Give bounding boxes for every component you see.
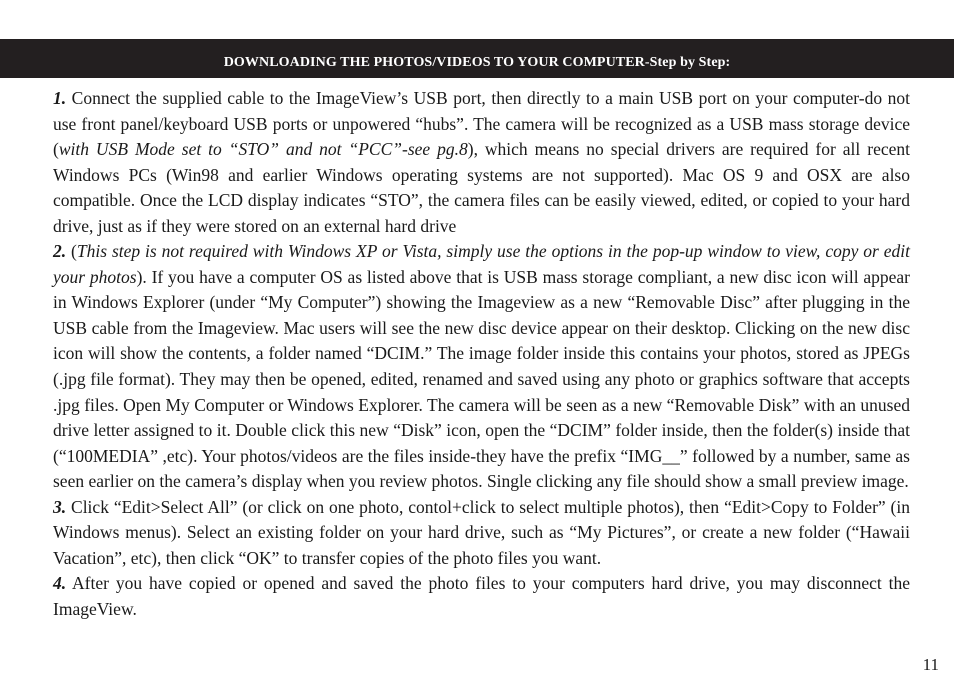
step-text: Click “Edit>Select All” (or click on one photo, contol+click to select multiple photos), then “Edit>Copy to Folder” (in Windows menus). Select an existing folder on your hard drive, such as “My Pictures”, or create a new folder (“Hawaii Vacation”, etc), then click “OK” to transfer copies of the photo files you want. xyxy=(53,496,910,568)
step-text: After you have copied or opened and saved the photo files to your computers hard drive, you may disconnect the ImageView. xyxy=(53,573,910,619)
step-number: 3. xyxy=(53,496,67,517)
step-note: with USB Mode set to “STO” and not “PCC”-see pg.8 xyxy=(58,139,468,160)
step-text: ( xyxy=(66,241,77,262)
step-3 xyxy=(53,495,910,572)
step-number: 1. xyxy=(53,88,67,108)
step-2 xyxy=(53,239,910,494)
step-1 xyxy=(53,86,910,239)
section-header-bar xyxy=(0,39,954,78)
step-note: This step is not required with Windows XP or Vista, simply use the options in the pop-up window to view, copy or edit your photos xyxy=(53,241,910,287)
step-number: 4. xyxy=(53,573,67,594)
page-number: 11 xyxy=(922,655,939,674)
step-text: ). If you have a computer OS as listed above that is USB mass storage compliant, a new disc icon will appear in Windows Explorer (under “My Computer”) showing the Imageview as a new “Removable Disc” after plugging in the USB cable from the Imageview. Mac users will see the new disc device appear on their desktop. Clicking on the new disc icon will show the contents, a folder named “DCIM.” The image folder inside this contains your photos, stored as JPEGs (.jpg file format). They may then be opened, edited, renamed and saved using any photo or graphics software that accepts .jpg files. Open My Computer or Windows Explorer. The camera will be seen as a new “Removable Disk” with an unused drive letter assigned to it. Double click this new “Disk” icon, open the “DCIM” folder inside, then the folder(s) inside that (“100MEDIA” ,etc). Your photos/videos are the files inside-they have the prefix “IMG__” followed by a number, same as seen earlier on the camera’s display when you review photos. Single clicking any file should show a small preview image. xyxy=(53,266,911,492)
section-title: DOWNLOADING THE PHOTOS/VIDEOS TO YOUR COMPUTER-Step by Step: xyxy=(223,54,731,70)
instructions-body xyxy=(53,86,910,622)
step-text: ), which means no special drivers are required for all recent Windows PCs (Win98 and earlier Windows operating systems are not supported). Mac OS 9 and OSX are also compatible. Once the LCD display indicates “STO”, the camera files can be easily viewed, edited, or copied to your hard drive, just as if they were stored on an external hard drive xyxy=(53,139,910,236)
step-4 xyxy=(53,571,910,622)
step-number: 2. xyxy=(53,241,67,262)
step-text: Connect the supplied cable to the ImageView’s USB port, then directly to a main USB port on your computer-do not use front panel/keyboard USB ports or unpowered “hubs”. The camera will be recognized as a USB mass storage device ( xyxy=(53,88,910,160)
